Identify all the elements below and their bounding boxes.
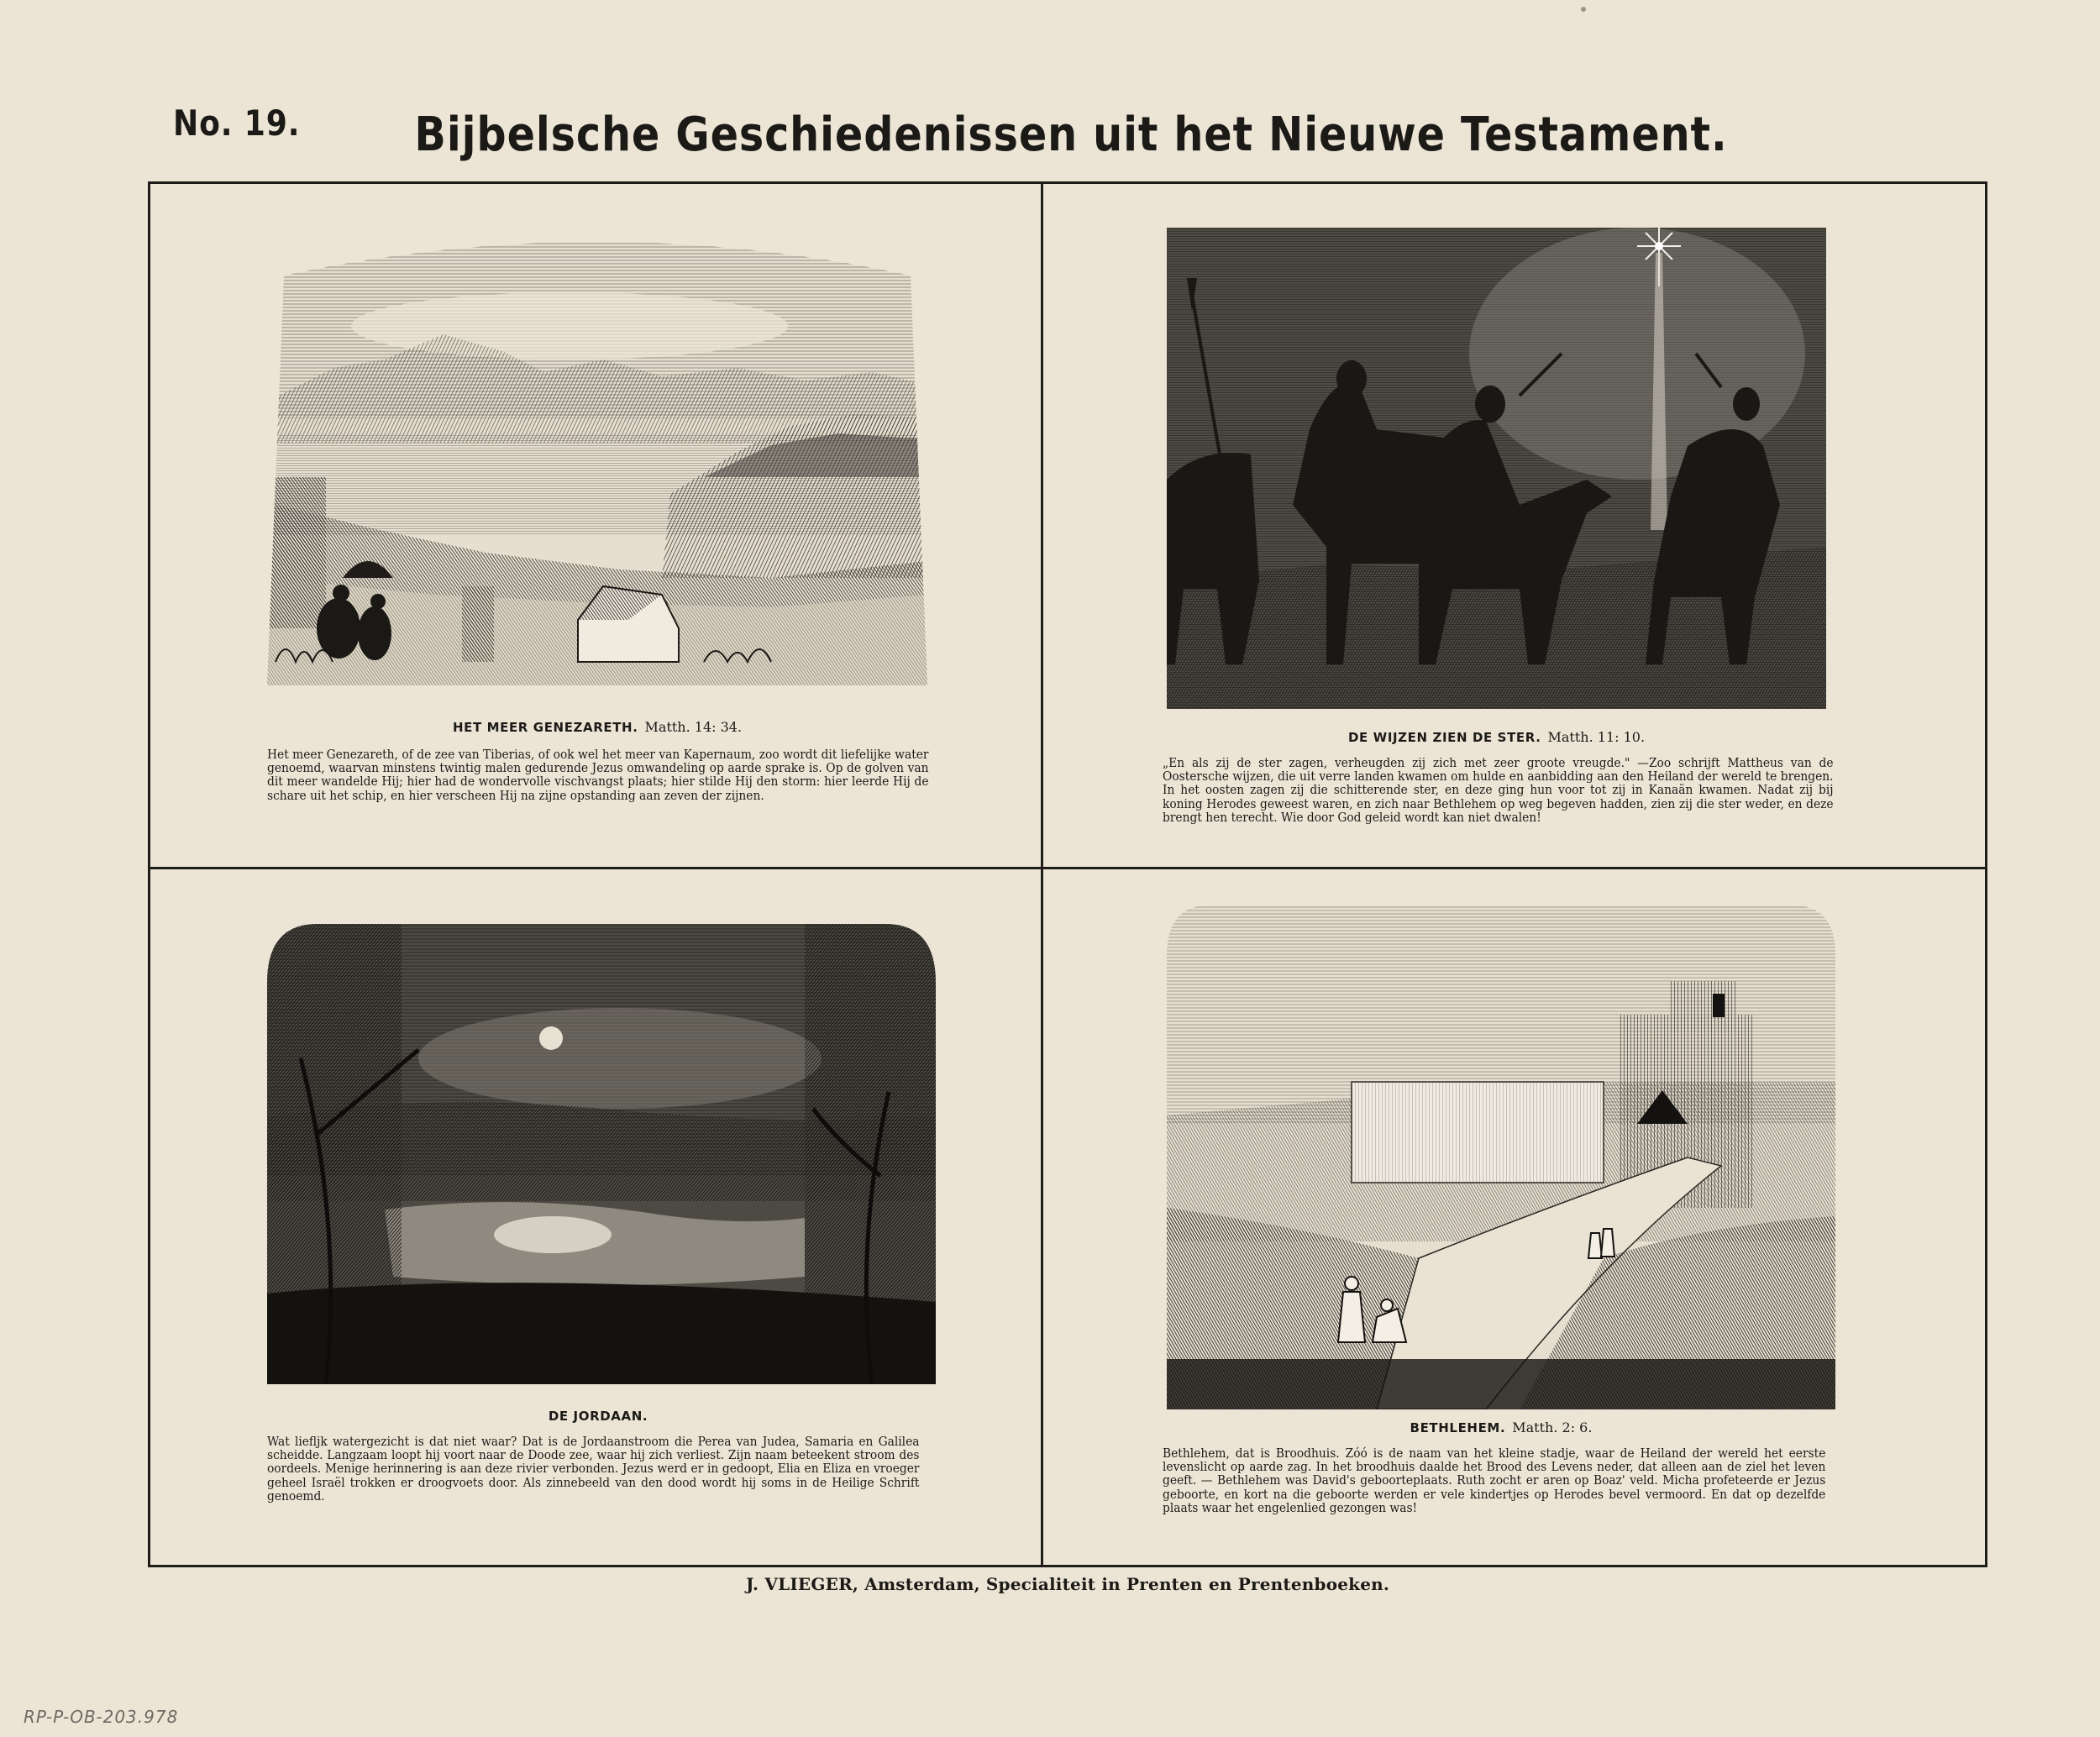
caption-text-jordan: Wat liefljk watergezicht is dat niet waar? Dat is de Jordaanstroom die Perea van Judea, Samaria en Galilea scheidde. Langzaam loopt hij voort naar de Doode zee, waar hij zich verliest. Zijn naam beteekent stroom des oordeels. Menige herinnering is aan deze rivier verbonden. Jezus werd er in gedoopt, Elia en Eliza en vroeger geheel Israël trokken er droogvoets door. Als zinnebeeld van den dood wordt hij soms in de Heilige Schrift genoemd. (267, 1434, 920, 1503)
sheet-title: Bijbelsche Geschiedenissen uit het Nieuwe Testament. (414, 108, 1728, 162)
caption-reference: Matth. 14: 34. (644, 719, 743, 735)
caption-title-wise-men (1167, 729, 1826, 745)
vertical-divider (1041, 181, 1043, 1567)
caption-title-genezareth (267, 719, 927, 735)
publisher-line: J. VLIEGER, Amsterdam, Specialiteit in Prenten en Prentenboeken. (745, 1574, 1390, 1594)
caption-heading: DE WIJZEN ZIEN DE STER. (1347, 730, 1541, 745)
accession-number: RP-P-OB-203.978 (24, 1707, 179, 1727)
paper-speck (1581, 7, 1586, 12)
sheet-number: No. 19. (173, 102, 301, 144)
engraving-lake-genezareth (267, 225, 927, 685)
caption-text-genezareth: Het meer Genezareth, of de zee van Tiberias, of ook wel het meer van Kapernaum, zoo wordt dit liefelijke water genoemd, waarvan minstens twintig malen gedurende Jezus omwandeling op aarde sprake is. Op de golven van dit meer wandelde Hij; hier had de wondervolle vischvangst plaats; hier stilde Hij den storm: hier leerde Hij de schare uit het schip, en hier verscheen Hij na zijne opstanding aan zeven der zijnen. (267, 747, 929, 803)
horizontal-divider (148, 867, 1987, 869)
caption-reference: Matth. 11: 10. (1547, 729, 1646, 745)
caption-text-wise-men: „En als zij de ster zagen, verheugden zij zich met zeer groote vreugde." —Zoo schrijft Mattheus van de Oostersche wijzen, die uit verre landen kwamen om hulde en aanbidding aan den Heiland der wereld te brengen. In het oosten zagen zij die schitterende ster, en deze ging hun voor tot zij in Kanaän kwamen. Nadat zij bij koning Herodes geweest waren, en zich naar Bethlehem op weg begeven hadden, zien zij die ster weder, en deze brengt hen terecht. Wie door God geleid wordt kan niet dwalen! (1163, 755, 1834, 825)
caption-title-jordan (267, 1408, 936, 1424)
caption-heading: HET MEER GENEZARETH. (452, 720, 638, 735)
engraving-jordan (267, 924, 936, 1384)
engraving-wise-men-star (1167, 228, 1826, 709)
engraving-bethlehem (1167, 905, 1835, 1409)
caption-title-bethlehem (1167, 1420, 1835, 1435)
caption-heading: BETHLEHEM. (1410, 1420, 1506, 1435)
caption-heading: DE JORDAAN. (548, 1409, 648, 1424)
caption-text-bethlehem: Bethlehem, dat is Broodhuis. Zóó is de naam van het kleine stadje, waar de Heiland der wereld het eerste levenslicht op aarde zag. In het broodhuis daalde het Brood des Levens neder, dat alleen aan de ziel het leven geeft. — Bethlehem was David's geboorteplaats. Ruth zocht er aren op Boaz' veld. Micha profeteerde er Jezus geboorte, en kort na die geboorte werden er vele kindertjes op Herodes bevel vermoord. En dat op dezelfde plaats waar het engelenlied gezongen was! (1163, 1446, 1826, 1515)
caption-reference: Matth. 2: 6. (1512, 1420, 1593, 1435)
